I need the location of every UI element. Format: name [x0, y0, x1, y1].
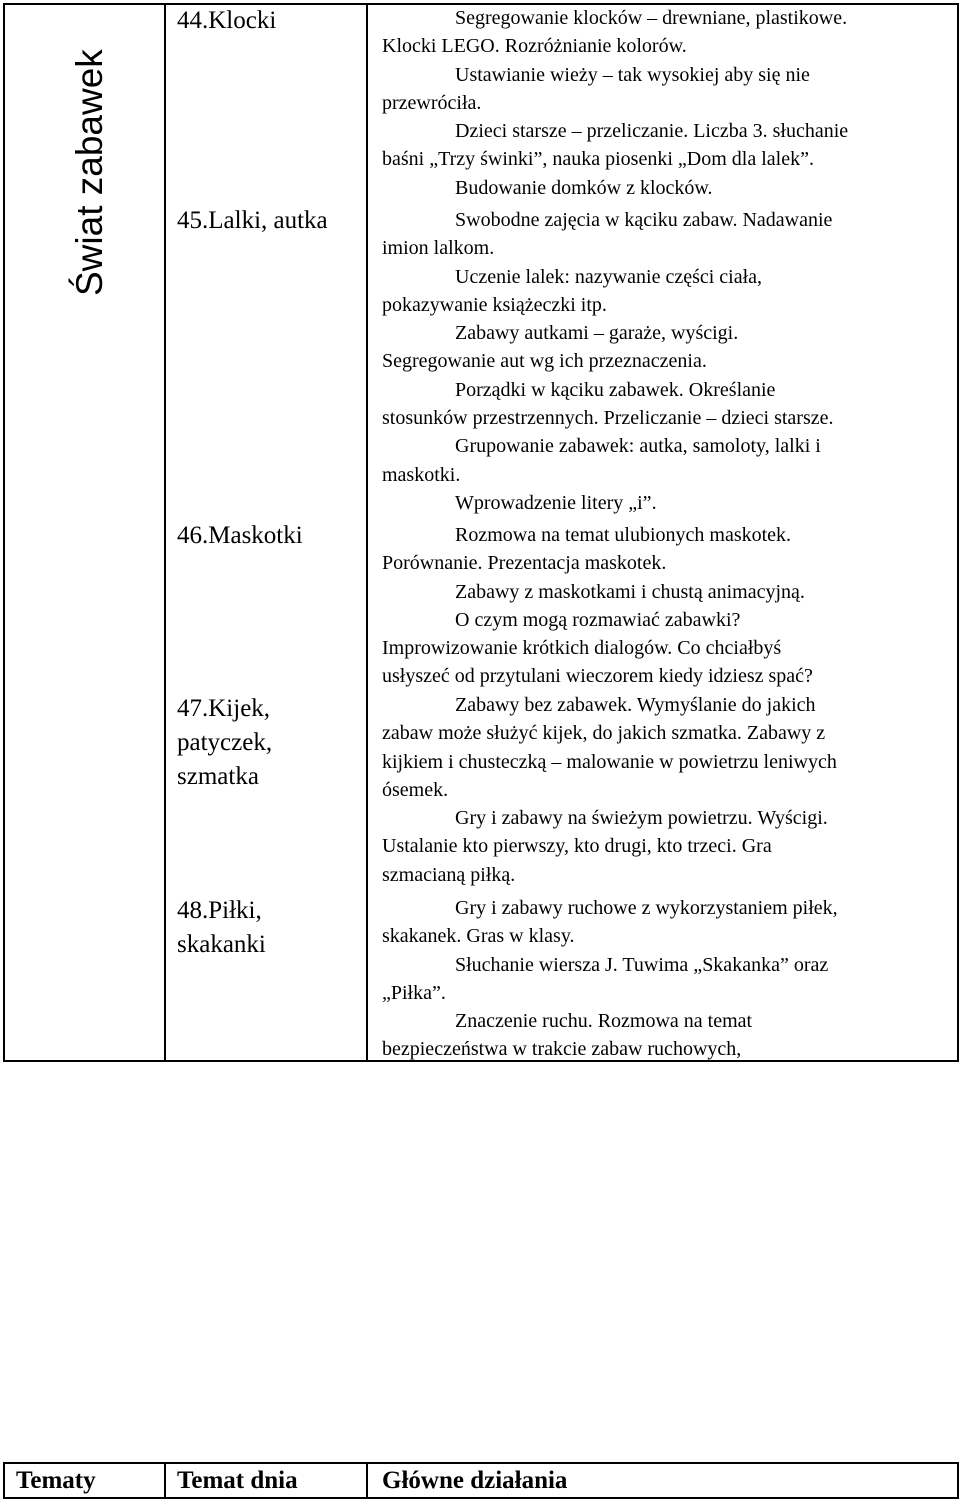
activities-45	[382, 206, 937, 517]
footer-col-themes: Tematy	[16, 1467, 96, 1494]
footer-divider-2	[366, 1462, 368, 1499]
activity-line: Gry i zabawy na świeżym powietrzu. Wyścigi.	[455, 807, 828, 830]
activity-line: Segregowanie aut wg ich przeznaczenia.	[382, 350, 707, 373]
activity-line: Gry i zabawy ruchowe z wykorzystaniem piłek,	[455, 897, 838, 919]
activity-line: Grupowanie zabawek: autka, samoloty, lalki i	[455, 435, 821, 458]
topic-line: 48.Piłki,	[177, 897, 262, 924]
activity-line: maskotki.	[382, 463, 461, 486]
activity-line: ósemek.	[382, 778, 449, 801]
activity-line: Słuchanie wiersza J. Tuwima „Skakanka” oraz	[455, 953, 829, 976]
activity-line: Ustalanie kto pierwszy, kto drugi, kto trzeci. Gra	[382, 835, 772, 858]
footer-right-border	[957, 1462, 959, 1499]
footer-left-border	[3, 1462, 5, 1499]
activity-line: Improwizowanie krótkich dialogów. Co chciałbyś	[382, 637, 782, 660]
topic-46	[177, 521, 303, 550]
activity-line: usłyszeć od przytulani wieczorem kiedy idziesz spać?	[382, 665, 813, 688]
topic-line: 44.Klocki	[177, 7, 277, 34]
topic-line: skakanki	[177, 931, 266, 958]
topic-line: patyczek,	[177, 729, 273, 756]
activity-line: Budowanie domków z klocków.	[455, 176, 713, 199]
table-right-border	[957, 3, 959, 1062]
activities-47	[382, 691, 937, 889]
activity-line: kijkiem i chusteczką – malowanie w powietrzu leniwych	[382, 750, 837, 773]
activity-line: Zabawy autkami – garaże, wyścigi.	[455, 322, 739, 345]
activity-line: Znaczenie ruchu. Rozmowa na temat	[455, 1010, 753, 1033]
activity-line: baśni „Trzy świnki”, nauka piosenki „Dom dla lalek”.	[382, 148, 814, 171]
activity-line: skakanek. Gras w klasy.	[382, 925, 575, 948]
topic-45	[177, 206, 328, 235]
footer-col-main-activities: Główne działania	[382, 1467, 568, 1494]
footer-divider-1	[164, 1462, 166, 1499]
activity-line: O czym mogą rozmawiać zabawki?	[455, 608, 741, 631]
topic-44	[177, 6, 276, 35]
activity-line: bezpieczeństwa w trakcie zabaw ruchowych,	[382, 1038, 742, 1061]
activity-line: Swobodne zajęcia w kąciku zabaw. Nadawanie	[455, 209, 833, 231]
theme-label: Świat zabawek	[69, 49, 110, 296]
table-divider-2	[366, 3, 368, 1062]
activity-line: Segregowanie klocków – drewniane, plastikowe.	[455, 7, 848, 29]
activity-line: Uczenie lalek: nazywanie części ciała,	[455, 265, 763, 288]
theme-cell	[4, 4, 164, 1062]
activity-line: Porządki w kąciku zabawek. Określanie	[455, 378, 776, 401]
activity-line: „Piłka”.	[382, 981, 446, 1004]
activities-46	[382, 521, 937, 691]
activity-line: imion lalkom.	[382, 237, 495, 260]
topic-line: szmatka	[177, 763, 259, 790]
activities-48	[382, 894, 937, 1064]
activity-line: Wprowadzenie litery „i”.	[455, 491, 657, 514]
topic-line: 45.Lalki, autka	[177, 207, 328, 234]
topic-line: 47.Kijek,	[177, 695, 271, 722]
activity-line: pokazywanie książeczki itp.	[382, 293, 607, 316]
activity-line: stosunków przestrzennych. Przeliczanie – dzieci starsze.	[382, 407, 834, 430]
activity-line: Dzieci starsze – przeliczanie. Liczba 3. słuchanie	[455, 120, 849, 143]
activity-line: Zabawy bez zabawek. Wymyślanie do jakich	[455, 694, 816, 716]
activity-line: Rozmowa na temat ulubionych maskotek.	[455, 524, 792, 546]
activity-line: szmacianą piłką.	[382, 863, 516, 886]
table-divider-1	[164, 3, 166, 1062]
topic-line: 46.Maskotki	[177, 522, 303, 549]
activity-line: Ustawianie wieży – tak wysokiej aby się nie	[455, 63, 810, 86]
activities-44	[382, 4, 937, 202]
activity-line: przewróciła.	[382, 91, 482, 114]
topic-47	[177, 692, 272, 794]
activity-line: Klocki LEGO. Rozróżnianie kolorów.	[382, 35, 687, 58]
activity-line: zabaw może służyć kijek, do jakich szmatka. Zabawy z	[382, 722, 826, 745]
activity-line: Porównanie. Prezentacja maskotek.	[382, 552, 667, 575]
topic-48	[177, 894, 266, 962]
activity-line: Zabawy z maskotkami i chustą animacyjną.	[455, 580, 805, 603]
footer-col-day-topic: Temat dnia	[177, 1467, 298, 1494]
